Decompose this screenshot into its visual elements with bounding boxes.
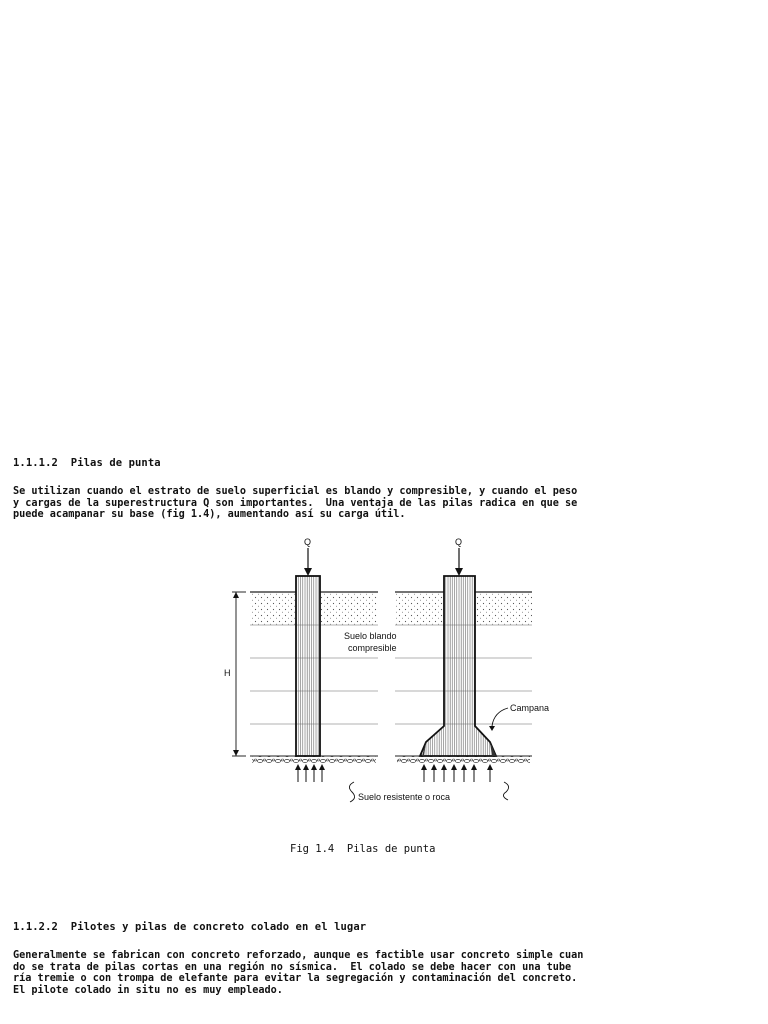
load-arrow-right bbox=[455, 548, 463, 576]
paragraph-line: Generalmente se fabrican con concreto reforzado, aunque es factible usar concreto simple cuan bbox=[13, 950, 584, 961]
reaction-arrows-right bbox=[421, 764, 493, 782]
soft-soil-label-line2: compresible bbox=[348, 643, 397, 653]
straight-pile bbox=[296, 576, 320, 756]
paragraph-line: y cargas de la superestructura Q son importantes. Una ventaja de las pilas radica en que se bbox=[13, 497, 578, 509]
paragraph-line: ría tremie o con trompa de elefante para evitar la segregación y contaminación del concreto. bbox=[13, 973, 578, 985]
load-label-left: Q bbox=[304, 537, 312, 547]
soft-soil-label-line1: Suelo blando bbox=[344, 631, 397, 641]
paragraph-line: El pilote colado in situ no es muy empleado. bbox=[13, 984, 283, 996]
paragraph-line: do se trata de pilas cortas en una región no sísmica. El colado se debe hacer con una tube bbox=[13, 961, 572, 973]
reaction-arrows-left bbox=[295, 764, 325, 782]
height-label: H bbox=[224, 668, 231, 678]
paragraph-line: Se utilizan cuando el estrato de suelo superficial es blando y compresible, y cuando el peso bbox=[13, 486, 578, 497]
section-heading-pilotes-colados: 1.1.2.2 Pilotes y pilas de concreto colado en el lugar bbox=[13, 921, 367, 933]
height-dimension bbox=[232, 592, 246, 756]
load-label-right: Q bbox=[455, 537, 463, 547]
paragraph-line: puede acampanar su base (fig 1.4), aumentando así su carga útil. bbox=[13, 509, 406, 521]
bell-label: Campana bbox=[510, 703, 550, 713]
figure-pilas-de-punta bbox=[212, 530, 562, 810]
pile-diagram bbox=[212, 530, 562, 810]
paragraph-pilotes-colados bbox=[13, 950, 758, 996]
section-heading-pilas-de-punta: 1.1.1.2 Pilas de punta bbox=[13, 457, 161, 469]
figure-caption: Fig 1.4 Pilas de punta bbox=[290, 843, 436, 855]
bearing-stratum-label: Suelo resistente o roca bbox=[358, 792, 451, 802]
load-arrow-left bbox=[304, 548, 312, 576]
paragraph-pilas-de-punta bbox=[13, 486, 758, 521]
